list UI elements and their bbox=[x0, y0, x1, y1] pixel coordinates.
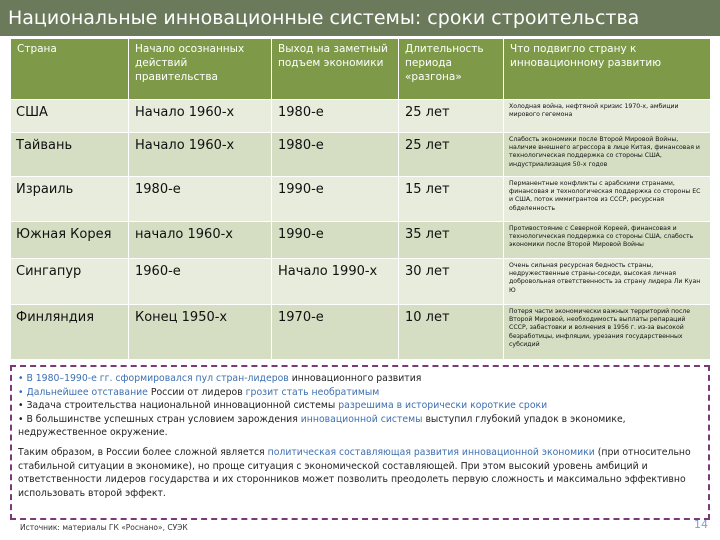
summary-bullet bbox=[18, 399, 702, 413]
reason-cell: Очень сильная ресурсная бедность страны, недружественные страны-соседи, высокая личная добровольная ответственность за страну лидера Ли Куан Ю bbox=[504, 259, 711, 305]
duration-cell: 30 лет bbox=[399, 259, 504, 305]
duration-cell: 25 лет bbox=[399, 100, 504, 133]
duration-cell: 15 лет bbox=[399, 177, 504, 222]
page-number: 14 bbox=[694, 518, 708, 531]
table-row bbox=[11, 177, 711, 222]
duration-cell: 25 лет bbox=[399, 133, 504, 177]
summary-text: (при относительно стабильной ситуации в экономике), но проще ситуация с экономической составляющей. При этом высокий уровень амбиций и ответственности лидеров государства и их сторонников может позволить преодолеть первую сложность и максимально эффективно использовать второй эффект. bbox=[18, 446, 691, 499]
rise-cell: 1980-е bbox=[272, 100, 399, 133]
table-row bbox=[11, 133, 711, 177]
summary-text: Таким образом, в России более сложной является bbox=[18, 446, 268, 458]
summary-text: • Задача строительства национальной инновационной системы bbox=[18, 400, 339, 412]
start-cell: 1980-е bbox=[129, 177, 272, 222]
start-cell: 1960-е bbox=[129, 259, 272, 305]
duration-cell: 10 лет bbox=[399, 305, 504, 360]
table-row bbox=[11, 100, 711, 133]
header-reason: Что подвигло страну к инновационному развитию bbox=[504, 39, 711, 100]
source-note: Источник: материалы ГК «Роснано», СУЭК bbox=[20, 523, 188, 532]
summary-highlight: • В 1980–1990-е гг. сформировался пул стран-лидеров bbox=[18, 373, 289, 384]
country-cell: США bbox=[11, 100, 129, 133]
rise-cell: 1980-е bbox=[272, 133, 399, 177]
country-cell: Финляндия bbox=[11, 305, 129, 360]
country-cell: Южная Корея bbox=[11, 222, 129, 259]
country-cell: Сингапур bbox=[11, 259, 129, 305]
reason-cell: Потеря части экономически важных территорий после Второй Мировой, необходимость выплаты репараций СССР, забастовки и волнения в 1956 г. из-за высокой безработицы, инфляции, урезания государственных субсидий bbox=[504, 305, 711, 360]
slide-title: Национальные инновационные системы: сроки строительства bbox=[0, 0, 720, 36]
rise-cell: 1990-е bbox=[272, 222, 399, 259]
reason-cell: Слабость экономики после Второй Мировой Войны, наличие внешнего агрессора в лице Китая, финансовая и технологическая поддержка со стороны США, индустриализация 50-х годов bbox=[504, 133, 711, 177]
country-cell: Тайвань bbox=[11, 133, 129, 177]
summary-highlight: инновационной системы bbox=[300, 413, 423, 425]
table-row bbox=[11, 259, 711, 305]
header-country: Страна bbox=[11, 39, 129, 100]
summary-conclusion bbox=[18, 446, 702, 500]
reason-cell: Перманентные конфликты с арабскими странами, финансовая и технологическая поддержка со стороны ЕС и США, поток иммигрантов из СССР, ресурсная обделенность bbox=[504, 177, 711, 222]
start-cell: начало 1960-х bbox=[129, 222, 272, 259]
summary-text: • В большинстве успешных стран условием зарождения bbox=[18, 413, 301, 425]
duration-cell: 35 лет bbox=[399, 222, 504, 259]
start-cell: Начало 1960-х bbox=[129, 133, 272, 177]
table-header-row bbox=[11, 39, 711, 100]
innovation-systems-table bbox=[10, 38, 711, 360]
reason-cell: Холодная война, нефтяной кризис 1970-х, амбиции мирового гегемона bbox=[504, 100, 711, 133]
start-cell: Конец 1950-х bbox=[129, 305, 272, 360]
table-row bbox=[11, 305, 711, 360]
summary-text: выступил глубокий упадок в экономике, недружественное окружение. bbox=[18, 413, 626, 439]
table-row bbox=[11, 222, 711, 259]
summary-highlight: разрешима в исторически короткие сроки bbox=[338, 400, 548, 412]
summary-highlight: • Дальнейшее отставание bbox=[18, 386, 148, 398]
summary-highlight: политическая составляющая развития инновационной экономики bbox=[267, 446, 595, 458]
summary-text: России от лидеров bbox=[147, 386, 246, 398]
header-rise: Выход на заметный подъем экономики bbox=[272, 39, 399, 100]
rise-cell: 1970-е bbox=[272, 305, 399, 360]
country-cell: Израиль bbox=[11, 177, 129, 222]
summary-bullet bbox=[18, 413, 702, 440]
reason-cell: Противостояние с Северной Кореей, финансовая и технологическая поддержка со стороны США, слабость экономики после Второй Мировой Войны bbox=[504, 222, 711, 259]
summary-bullet bbox=[18, 372, 702, 386]
rise-cell: 1990-е bbox=[272, 177, 399, 222]
header-duration: Длительность периода «разгона» bbox=[399, 39, 504, 100]
rise-cell: Начало 1990-х bbox=[272, 259, 399, 305]
summary-text: инновационного развития bbox=[288, 373, 422, 384]
summary-bullet bbox=[18, 386, 702, 400]
summary-box bbox=[10, 365, 710, 520]
header-start: Начало осознанных действий правительства bbox=[129, 39, 272, 100]
summary-highlight: грозит стать необратимым bbox=[245, 386, 380, 398]
start-cell: Начало 1960-х bbox=[129, 100, 272, 133]
